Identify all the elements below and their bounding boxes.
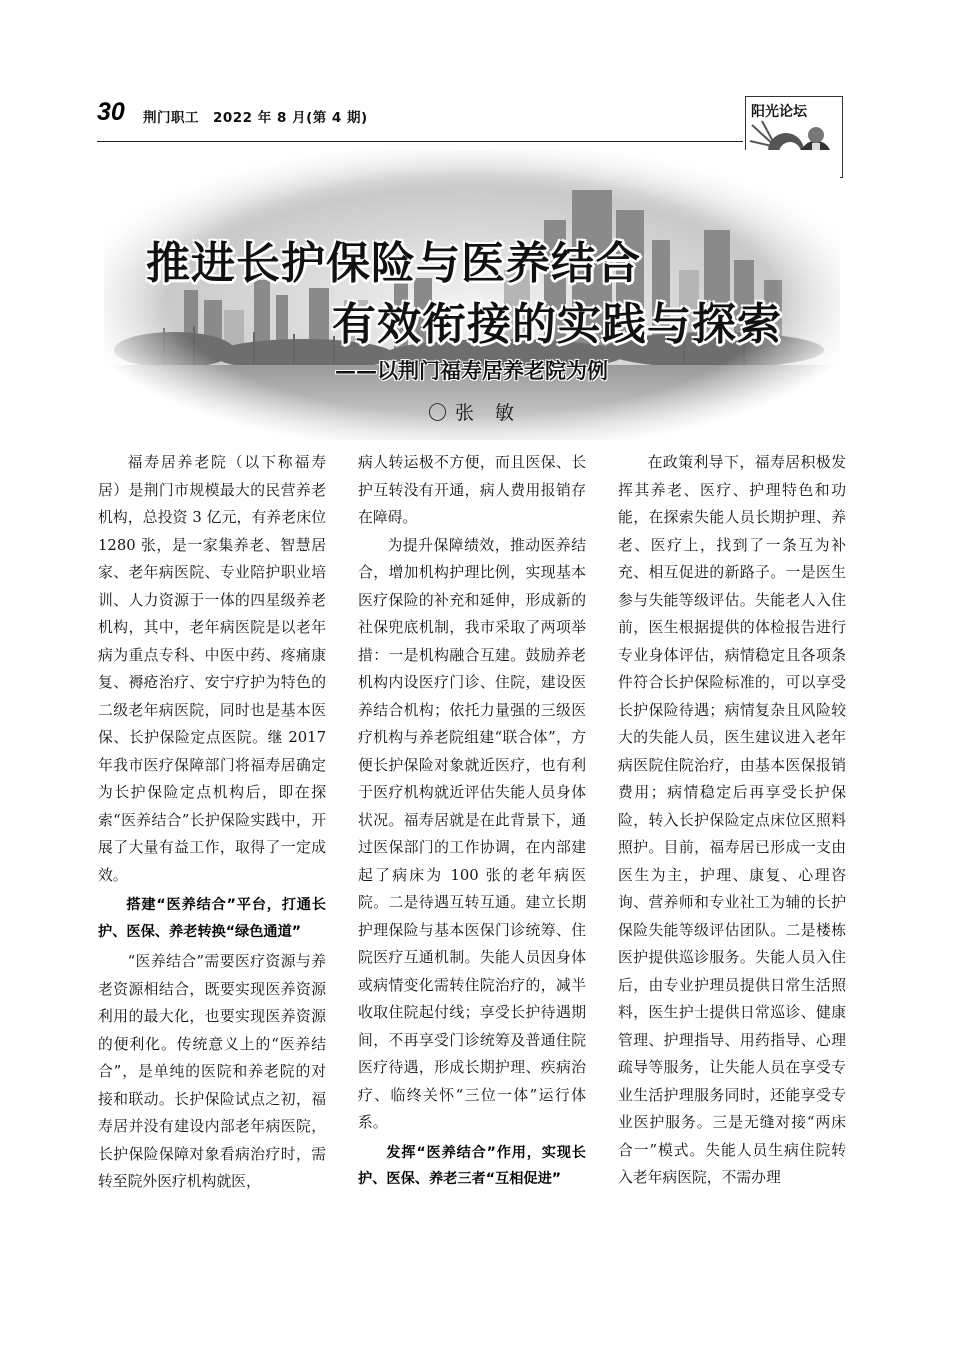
paragraph: 为提升保障绩效，推动医养结合，增加机构护理比例，实现基本医疗保险的补充和延伸，形成新的社保兜底机制，我市采取了两项举措：一是机构融合互建。鼓励养老机构内设医疗门诊、住院，建设医养结合机构；依托力量强的三级医疗机构与养老院组建“联合体”，方便长护保险对象就近医疗，也有利于医疗机构就近评估失能人员身体状况。福寿居就是在此背景下，通过医保部门的工作协调，在内部建起了病床为 100 张的老年病医院。二是待遇互转互通。建立长期护理保险与基本医保门诊统筹、住院医疗互通机制。失能人员因身体或病情变化需转住院治疗的，减半收取住院起付线；享受长护待遇期间，不再享受门诊统筹及普通住院医疗待遇，形成长期护理、疾病治疗、临终关怀“三位一体”运行体系。	[358, 536, 586, 1131]
body-column-3	[618, 449, 846, 1192]
article-author: 〇 张 敏	[428, 402, 516, 424]
section-heading: 搭建“医养结合”平台，打通长护、医保、养老转换“绿色通道”	[98, 897, 326, 940]
paragraph-continued: 病人转运极不方便，而且医保、长护互转没有开通，病人费用报销存在障碍。	[358, 454, 586, 526]
paragraph: 福寿居养老院（以下称福寿居）是荆门市规模最大的民营养老机构，总投资 3 亿元，有养老床位 1280 张，是一家集养老、智慧居家、老年病医院、专业陪护职业培训、人力资源于一体的四星级养老机构，其中，老年病医院是以老年病为重点专科、中医中药、疼痛康复、褥疮治疗、安宁疗护为特色的二级老年病医院，同时也是基本医保、长护保险定点医院。继 2017 年我市医疗保障部门将福寿居确定为长护保险定点机构后，即在探索“医养结合”长护保险实践中，开展了大量有益工作，取得了一定成效。	[98, 454, 326, 884]
article-title-line-1: 推进长护保险与医养结合	[146, 238, 641, 289]
journal-info: 荆门职工 2022 年 8 月(第 4 期)	[143, 110, 368, 126]
body-column-1	[98, 449, 326, 1196]
paragraph: 在政策利导下，福寿居积极发挥其养老、医疗、护理特色和功能，在探索失能人员长期护理、养老、医疗上，找到了一条互为补充、相互促进的新路子。一是医生参与失能等级评估。失能老人入住前，医生根据提供的体检报告进行专业身体评估，病情稳定且各项条件符合长护保险标准的，可以享受长护保险待遇；病情复杂且风险较大的失能人员，医生建议进入老年病医院住院治疗，由基本医保报销费用；病情稳定后再享受长护保险，转入长护保险定点床位区照料照护。目前，福寿居已形成一支由医生为主，护理、康复、心理咨询、营养师和专业社工为辅的长护保险失能等级评估团队。二是楼栋医护提供巡诊服务。失能人员入住后，由专业护理员提供日常生活照料，医生护士提供日常巡诊、健康管理、护理指导、用药指导、心理疏导等服务，让失能人员在享受专业生活护理服务同时，还能享受专业医护服务。三是无缝对接“两床合一”模式。失能人员生病住院转入老年病医院，不需办理	[618, 454, 846, 1186]
column-name: 阳光论坛	[751, 104, 807, 120]
body-column-2	[358, 449, 586, 1196]
article-title-line-2: 有效衔接的实践与探索	[332, 299, 782, 350]
paragraph: “医养结合”需要医疗资源与养老资源相结合，既要实现医养资源利用的最大化，也要实现医养资源的便利化。传统意义上的“医养结合”，是单纯的医院和养老院的对接和联动。长护保险试点之初，福寿居并没有建设内部老年病医院，长护保险保障对象看病治疗时，需转至院外医疗机构就医，	[98, 953, 326, 1190]
article-subtitle: ——以荆门福寿居养老院为例	[335, 358, 608, 383]
section-heading: 发挥“医养结合”作用，实现长护、医保、养老三者“互相促进”	[358, 1144, 586, 1187]
page-number: 30	[97, 98, 125, 126]
header-rule	[97, 141, 743, 142]
